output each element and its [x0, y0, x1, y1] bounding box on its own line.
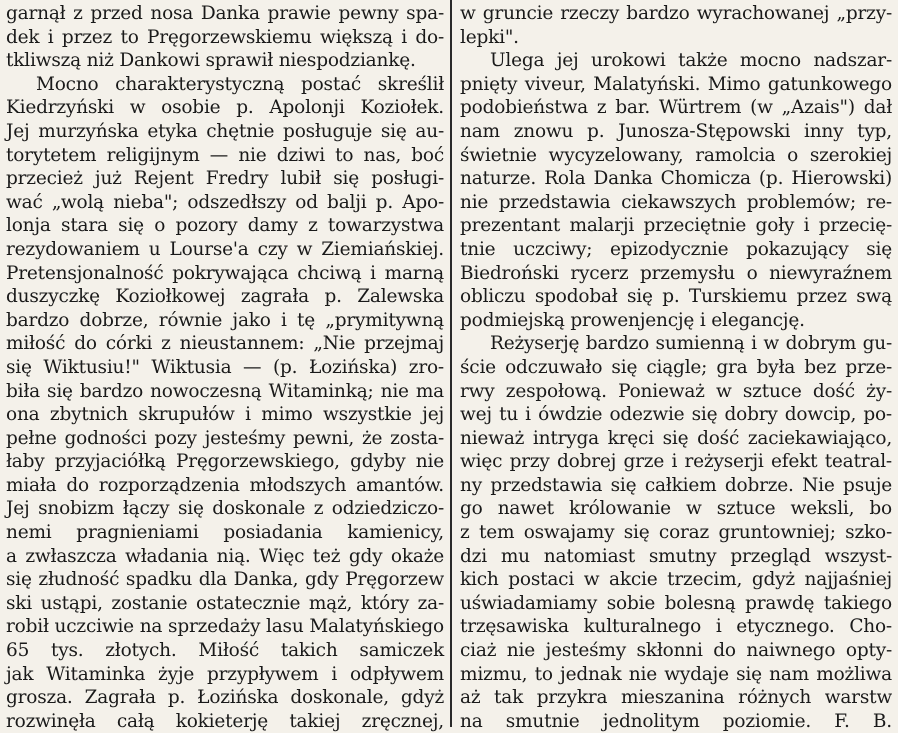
text-line: pełne godności pozy jesteśmy pewni, że zosta-: [6, 427, 444, 449]
text-line: nemi pragnieniami posiadania kamienicy,: [6, 522, 444, 544]
text-line: podmiejską prowenjencję i elegancję.: [460, 309, 805, 331]
text-line: obliczu spodobał się p. Turskiemu przez swą: [460, 286, 892, 308]
text-line: tkliwszą niż Dankowi sprawił niespodziankę.: [6, 50, 416, 72]
text-line: przecież już Rejent Fredry lubił się posługi-: [6, 168, 444, 190]
text-line: wać „wolą nieba"; odszedłszy od balji p. Apo-: [6, 191, 444, 213]
text-line: 65 tys. złotych. Miłość takich samiczek: [6, 640, 444, 662]
text-line: łaby przyjaciółką Pręgorzewskiego, gdyby nie: [6, 451, 444, 473]
text-line: miłość do córki z nieustannem: „Nie przejmaj: [6, 333, 444, 355]
text-line: lepki".: [460, 26, 519, 48]
text-line: uświadamiamy sobie bolesną prawdę takiego: [460, 592, 892, 614]
text-line: grosza. Zagrała p. Łozińska doskonale, gdyż: [6, 687, 444, 709]
text-line: a zwłaszcza władania nią. Więc też gdy okaże: [6, 545, 444, 567]
text-line: bardzo dobrze, równie jako i tę „prymitywną: [6, 309, 444, 331]
text-line: naturze. Rola Danka Chomicza (p. Hierowski): [460, 168, 892, 190]
text-line: rezydowaniem u Lourse'a czy w Ziemiańskiej.: [6, 238, 444, 260]
text-line: się Wiktusiu!" Wiktusia — (p. Łozińska) zro-: [6, 356, 444, 378]
text-line: mizmu, to jednak nie wydaje się nam możliwa: [460, 663, 892, 685]
text-line: nieważ intryga kręci się dość zaciekawiająco,: [460, 427, 892, 449]
column-divider: [450, 0, 452, 727]
text-line: na smutnie jednolitym poziomie. F. B.: [460, 710, 892, 732]
text-line: ona zbytnich skrupułów i mimo wszystkie jej: [6, 404, 444, 426]
text-line: rwy zespołową. Ponieważ w sztuce dość ży-: [460, 380, 892, 402]
text-line: robił uczciwie na sprzedaży lasu Malatyńskiego: [6, 616, 444, 638]
text-line: wej tu i ówdzie odezwie się dobry dowcip, po-: [460, 404, 892, 426]
text-line: Reżyserję bardzo sumienną i w dobrym gu-: [490, 333, 892, 355]
left-text-column: [6, 2, 444, 733]
text-line: w gruncie rzeczy bardzo wyrachowanej „przy-: [460, 3, 892, 24]
text-line: go nawet królowanie w sztuce weksli, bo: [460, 498, 892, 520]
text-line: trzęsawiska kulturalnego i etycznego. Cho-: [460, 616, 892, 638]
text-line: się złudność spadku dla Danka, gdy Pręgorzew: [6, 569, 444, 591]
text-line: jak Witaminka żyje przypływem i odpływem: [6, 663, 444, 685]
text-line: ście odczuwało się ciągle; gra była bez prze-: [460, 356, 892, 378]
text-line: aż tak przykra mieszanina różnych warstw: [460, 687, 892, 709]
text-line: Ulega jej urokowi także mocno nadszar-: [490, 50, 892, 72]
text-line: Biedroński rycerz przemysłu o niewyraźnem: [460, 262, 892, 284]
text-line: Mocno charakterystyczną postać skreślił: [36, 73, 444, 95]
text-line: kich postaci w akcie trzecim, gdyż najjaśniej: [460, 569, 892, 591]
text-line: pnięty viveur, Malatyński. Mimo gatunkowego: [460, 73, 892, 95]
text-line: nie przedstawia ciekawszych problemów; re-: [460, 191, 892, 213]
text-line: miała do rozporządzenia młodszych amantów.: [6, 474, 444, 496]
text-line: tnie uczciwy; epizodycznie pokazujący się: [460, 238, 892, 260]
text-line: rozwinęła całą kokieterję takiej zręcznej,: [6, 710, 444, 732]
text-line: nam znowu p. Junosza-Stępowski inny typ,: [460, 120, 892, 142]
text-line: ny przedstawia się całkiem dobrze. Nie psuje: [460, 474, 892, 496]
text-line: ski ustąpi, zostanie ostatecznie mąż, który za-: [6, 592, 444, 614]
text-line: świetnie wycyzelowany, ramolcia o szerokiej: [460, 144, 892, 166]
text-line: z tem oswajamy się coraz gruntowniej; szko-: [460, 522, 892, 544]
text-line: dzi mu natomiast smutny przegląd wszyst-: [460, 545, 892, 567]
text-line: prezentant malarji przeciętnie goły i przecię-: [460, 215, 892, 237]
text-line: ciaż nie jesteśmy skłonni do naiwnego opty-: [460, 640, 892, 662]
text-line: więc przy dobrej grze i reżyserji efekt teatral-: [460, 451, 892, 473]
text-line: dek i przez to Pręgorzewskiemu większą i do-: [6, 26, 444, 48]
text-line: Pretensjonalność pokrywająca chciwą i marną: [6, 262, 444, 284]
text-line: garnął z przed nosa Danka prawie pewny spa-: [6, 3, 444, 24]
text-line: torytetem religijnym — nie dziwi to nas, boć: [6, 144, 444, 166]
text-line: duszyczkę Koziołkowej zagrała p. Zalewska: [6, 286, 444, 308]
text-line: Kiedrzyński w osobie p. Apolonji Koziołek.: [6, 97, 444, 119]
text-line: lonja stara się o pozory damy z towarzystwa: [6, 215, 444, 237]
text-line: Jej murzyńska etyka chętnie posługuje się au-: [6, 120, 444, 142]
right-text-column: [460, 2, 892, 733]
text-line: podobieństwa z bar. Würtrem (w „Azais") dał: [460, 97, 892, 119]
text-line: biła się bardzo nowoczesną Witaminką; nie ma: [6, 380, 444, 402]
text-line: Jej snobizm łączy się doskonale z odziedziczo-: [6, 498, 444, 520]
